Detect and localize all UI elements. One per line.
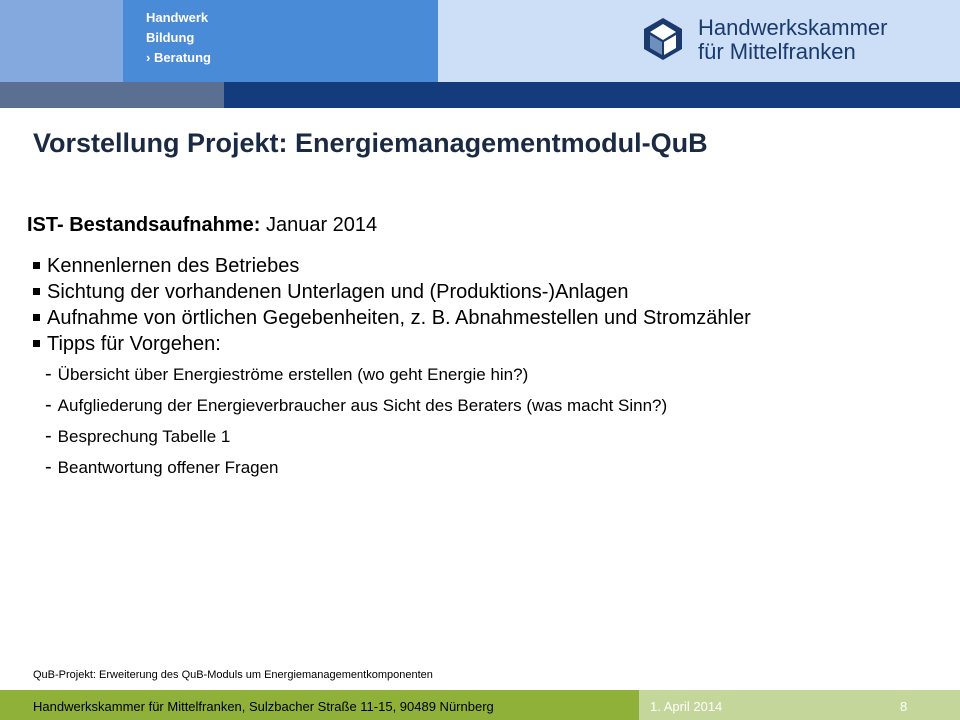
project-note: QuB-Projekt: Erweiterung des QuB-Moduls um Energiemanagementkomponenten	[33, 669, 433, 681]
sub-bullet-text: Besprechung Tabelle 1	[57, 427, 231, 446]
header-stripe-right	[224, 82, 960, 108]
nav-item-handwerk[interactable]: Handwerk	[146, 10, 209, 25]
footer-address: Handwerkskammer für Mittelfranken, Sulzbacher Straße 11-15, 90489 Nürnberg	[33, 699, 494, 714]
sub-list-item	[27, 452, 937, 483]
org-name	[698, 16, 888, 64]
sub-bullet-list	[27, 359, 937, 483]
header-stripe-left	[0, 82, 224, 108]
bullet-square-icon	[33, 314, 40, 321]
ist-value: Januar 2014	[265, 214, 378, 236]
sub-bullet-text: Aufgliederung der Energieverbraucher aus Sicht des Beraters (was macht Sinn?)	[57, 396, 668, 415]
header-nav	[146, 8, 211, 68]
list-item	[27, 305, 937, 331]
list-item	[27, 253, 937, 279]
header-left-block	[0, 0, 123, 82]
sub-bullet-text: Übersicht über Energieströme erstellen (wo geht Energie hin?)	[57, 365, 529, 384]
slide-content	[27, 211, 937, 483]
nav-item-beratung[interactable]: › Beratung	[146, 50, 211, 65]
sub-list-item	[27, 390, 937, 421]
sub-bullet-text: Beantwortung offener Fragen	[57, 458, 279, 477]
bullet-text: Kennenlernen des Betriebes	[47, 255, 300, 277]
bullet-list	[27, 253, 937, 357]
org-line-1: Handwerkskammer	[698, 15, 888, 40]
dash-icon: -	[45, 456, 52, 478]
bullet-square-icon	[33, 340, 40, 347]
list-item	[27, 279, 937, 305]
hwk-cube-logo-icon	[640, 16, 686, 62]
list-item	[27, 331, 937, 357]
bullet-text: Aufnahme von örtlichen Gegebenheiten, z. B. Abnahmestellen und Stromzähler	[47, 307, 751, 329]
sub-list-item	[27, 359, 937, 390]
bullet-text: Sichtung der vorhandenen Unterlagen und (Produktions-)Anlagen	[47, 281, 629, 303]
sub-list-item	[27, 421, 937, 452]
ist-line	[27, 211, 937, 239]
ist-label: IST- Bestandsaufnahme:	[27, 214, 261, 236]
bullet-square-icon	[33, 262, 40, 269]
org-line-2: für Mittelfranken	[698, 39, 856, 64]
dash-icon: -	[45, 425, 52, 447]
dash-icon: -	[45, 394, 52, 416]
nav-item-bildung[interactable]: Bildung	[146, 30, 195, 45]
bullet-text: Tipps für Vorgehen:	[47, 333, 221, 355]
bullet-square-icon	[33, 288, 40, 295]
dash-icon: -	[45, 363, 52, 385]
footer-date: 1. April 2014	[650, 699, 723, 714]
slide-title: Vorstellung Projekt: Energiemanagementmodul-QuB	[33, 128, 708, 158]
page-number: 8	[900, 699, 908, 714]
